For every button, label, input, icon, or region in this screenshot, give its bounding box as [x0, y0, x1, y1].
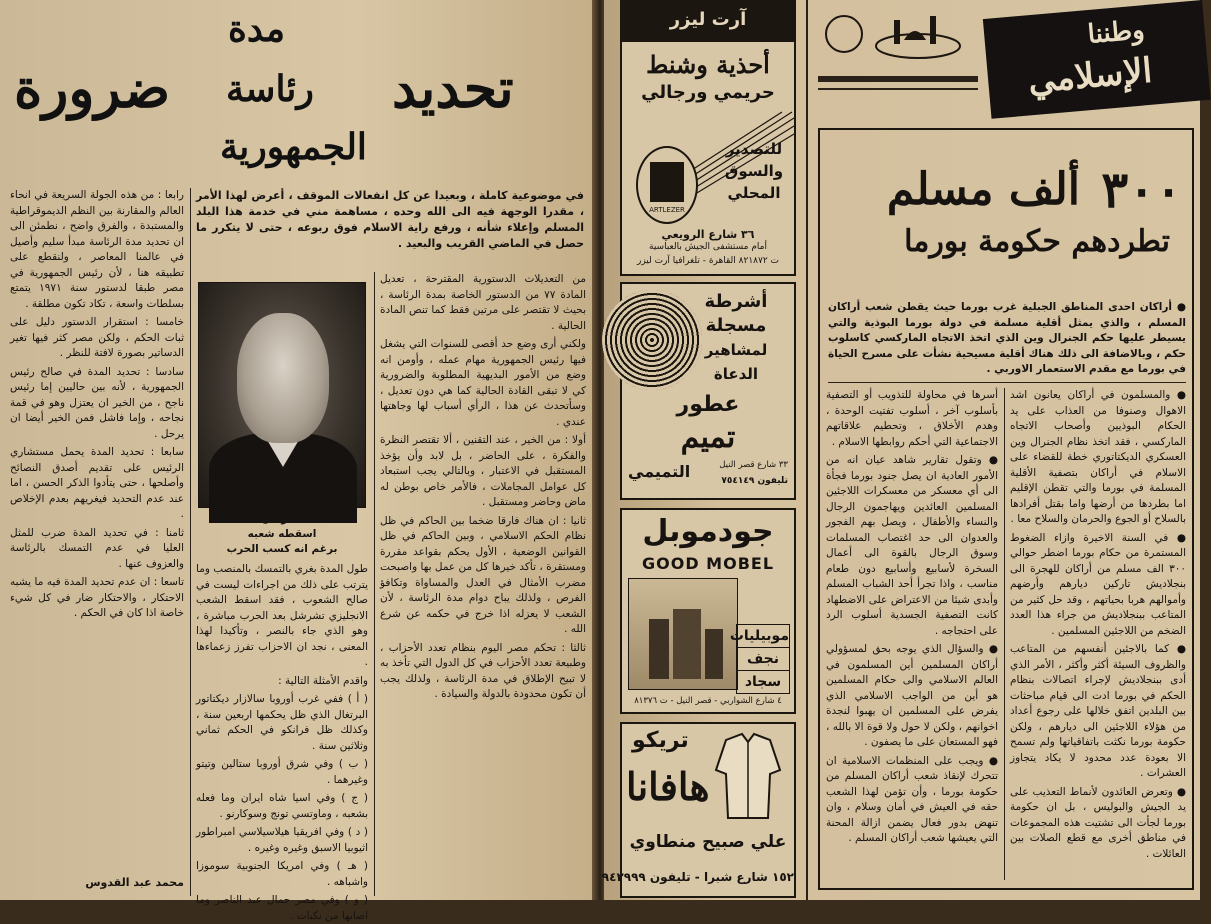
paragraph: طول المدة بغري بالتمسك بالمنصب وما يترتب على ذلك من اجراءات ليست في صالح الشعوب ، فقد اسقط الشعب الانجليزي تشرشل بعد الحرب مباشرة ، وهو الذي جاء بالنصر ، وتأكيدا لهذا المعنى ، نجد ان الاحزاب تفرز زعماءها . — [196, 563, 368, 668]
ad-shoes-address: ٣٦ شارع الرويعي — [661, 228, 755, 241]
ad-shoes-side-line: والسوق — [724, 162, 784, 180]
paragraph: سابعا : تحديد المدة يحمل مستشاري الرئيس على تقديم أصدق النصائح وأصلحها ، حتى يتأدوا الذكر الحسن ، اما عند عدم التحديد فيغريهم بعدم الإخلاص . — [10, 446, 184, 520]
paragraph: من التعديلات الدستورية المقترحة ، تعديل المادة ٧٧ من الدستور الخاصة بمدة الرئاسة ، بحيث لا تقتصر على مرتين فقط كما تنص المادة الحالية . — [380, 273, 586, 332]
ad-tapes-address: ٣٣ شارع قصر النيل — [719, 460, 788, 470]
column-left — [10, 188, 184, 872]
ad-tapes-line: الدعاة — [713, 365, 759, 383]
ad-tricot-owner: علي صبيح منطاوي — [629, 832, 787, 852]
headline-word-limit: تحديد — [392, 56, 514, 120]
paragraph: ● في السنة الاخيرة وازاء الضغوط المستمرة من حكام بورما اضطر حوالي ٣٠٠ الف مسلم من أراكان للهجرة الى بنجلاديش تاركين ديارهم وأرضهم وأموالهم هربا بحياتهم ، وقد حل كثير من المتاعب ببنجلاديش من جراء هذا العدد الضخم من اللاجئين المسلمين . — [1010, 531, 1186, 637]
ad-shoes-logo-badge — [636, 146, 698, 224]
paragraph: ● ويجب على المنظمات الاسلامية ان تتحرك لإنقاذ شعب أراكان المسلم من حكومة بورما ، وأن تؤمن لهذا الشعب حقه في العيش في أمان وسلام ، وان تنهض بدور فعال يضمن ازالة المحنة التي يعيشها شعب أراكان المسلم . — [826, 754, 998, 844]
headline-line2: تطردهم حكومة بورما — [904, 224, 1170, 259]
paragraph: ● والسؤال الذي يوجه بحق لمسؤولي أراكان المسلمين أين المسلمون في العالم الاسلامي والى حكام المسلمين هو أين من الواجب الاسلامي الذي يفرض على المسلمين ان يهبوا لنجدة اخوانهم ، ولكن لا حول ولا قوة الا بالله ، فهو المستعان على ما يصفون . — [826, 643, 998, 748]
ad-shoes-side-line: للتصدير — [725, 140, 783, 158]
paragraph: ( أ ) ففي غرب أوروبا سالازار ديكتاتور البرتغال الذي ظل يحكمها اربعين سنة ، وكذلك ظل فرانكو في الحكم ثماني وثلاثين سنة . — [196, 693, 368, 752]
paragraph: سادسا : تحديد المدة في صالح رئيس الجمهورية ، لأنه بين حاليين إما رئيس ناجح ، من الخير ان يعتزل وهو في قمة نجاحه ، وإما فاشل فمن الخير أيضا ان يرحل . — [10, 365, 184, 440]
ad-tapes-phone: تليفون ٧٥٤١٤٩ — [721, 476, 788, 486]
ad-shoes — [620, 40, 796, 276]
paragraph: ● وتقول تقارير شاهد عيان انه من الأمور العادية ان يصل جنود بورما فجأة الى أي معسكر من معسكرات اللاجئين المسلمين العائدين ويهاجمون الرجال والنساء والأطفال ، ويصل بهم الفجور والعدوان الى حد اغتصاب المسلمات وسوق الرجال بالقوة الى أعمال السخرة لأسابيع وأسابيع دون طعام مناسب ، واذا تجرأ أحد الشباب المسلم وأبدى شيئا من الاعتراض على الاضطهاد كانت التصفية الجسدية أسلوب الرد على احتجاجه . — [826, 454, 998, 637]
paragraph: ( ب ) وفي شرق أوروبا ستالين وتيتو وغيرهما . — [196, 758, 368, 786]
ad-tapes-text — [686, 290, 786, 386]
ad-furniture-item: سجاد — [736, 671, 790, 694]
ad-furniture-item: نجف — [736, 648, 790, 671]
globe-mosque-icon — [818, 2, 968, 64]
ad-tapes-line: أشرطة — [704, 291, 768, 312]
ad-furniture-picture — [628, 578, 738, 690]
author-signature: محمد عبد القدوس — [85, 876, 184, 889]
column-middle — [196, 562, 368, 922]
paragraph: ( هـ ) وفي امريكا الجنوبية سوموزا واشباهه . — [196, 860, 368, 888]
header-rule — [818, 88, 978, 90]
column-rule — [1004, 388, 1005, 880]
headline-word-term: مدة — [228, 8, 286, 50]
ad-shoes-headline: أحذية وشنط — [646, 50, 770, 79]
section-illustration — [818, 2, 968, 64]
ad-furniture — [620, 508, 796, 714]
article-column-b — [826, 388, 998, 886]
ad-tricot — [601, 722, 796, 898]
headline-word-presidency: رئاسة — [226, 68, 314, 110]
headline-word-necessity: ضرورة — [14, 56, 171, 120]
ad-shoes-logo-text: ARTLEZER — [649, 206, 685, 214]
paragraph: ● وتعرض العائدون لأنماط التعذيب على يد الجيش والبوليس ، بل ان حكومة بورما لجأت الى تشتيت هذه المجموعات في مناطق أخرى مع قطع الصلات بين العائلات . — [1010, 785, 1186, 860]
portrait-photo — [198, 282, 366, 508]
ad-tapes-brand: تميم — [680, 420, 736, 455]
header-rule — [818, 76, 978, 82]
photo-caption — [198, 512, 366, 557]
paragraph: ولكني أرى وضع حد أقصى للسنوات التي يشغل فيها رئيس الجمهورية مهام عمله ، وأومن انه وضع من الأمور البديهية المطلوبة والضرورية كي لا تبقى القادة الحالية كما هي دون تعديل ، وسأتحدث عن هذا ، الرأي أسباب لها وجاهتها عندي . — [380, 338, 586, 428]
photo-face — [237, 313, 329, 443]
ad-furniture-address: ٤ شارع الشواربي - قصر النيل - ت ٨١٣٧٦ — [634, 696, 782, 706]
article-lead: ● أراكان احدى المناطق الجبلية غرب بورما حيث يقطن شعب أراكان المسلم ، والذي يمثل أقلية مسلمة في دولة بورما البوذية والتي يسيطر عليها حكم الجنرال وين الذي اتخذ الاتجاه الماركسي كاسلوب حكم ، وبالاضافة الى ذلك هناك أقلية مسيحية نشأت على مسرح الحياة في بورما مع مقدم الاستعمار الاوربي . — [828, 301, 1186, 375]
headline-word-republic: الجمهورية — [220, 126, 367, 168]
section-banner — [983, 0, 1211, 119]
paragraph: تاسعا : ان عدم تحديد المدة فيه ما يشبه الاحتكار ، والاحتكار ضار في كل شيء خاصة اذا كان في الحكم . — [10, 576, 184, 619]
ad-tricot-brand: هافانا — [626, 764, 710, 809]
left-page — [0, 0, 596, 922]
paragraph: ( د ) وفي افريقيا هيلاسيلاسي امبراطور اثيوبيا الاسبق وغيره وغيره . — [196, 826, 368, 854]
sweater-icon — [712, 730, 784, 826]
paragraph: أولا : من الخير ، عند التقنين ، ألا تقتصر النظرة والفكرة ، على الحاضر ، بل لابد وأن يؤخذ المستقبل في الاعتبار ، وبالتالي يجب استبعاد كل عوامل المجاملات ، فالأمر خاص بوطن له ماض وحاضر ومستقبل . — [380, 434, 586, 508]
ad-furniture-brand-en: GOOD MOBEL — [641, 554, 775, 573]
section-title-line1: وطننا — [1086, 15, 1146, 51]
column-rule — [374, 272, 375, 896]
ad-shoes-sub: حريمي ورجالي — [641, 82, 775, 103]
ad-shoes-side — [718, 138, 790, 204]
section-title-line2: الإسلامي — [1026, 50, 1154, 102]
column-right — [380, 272, 586, 896]
ad-furniture-items — [729, 624, 790, 694]
ad-shoes-side-line: المحلي — [727, 184, 781, 202]
ad-tapes-line: مسجلة — [705, 315, 767, 336]
article-column-a — [1010, 388, 1186, 886]
paragraph: خامسا : استقرار الدستور دليل على ثبات الحكم ، ولكن مصر كثر فيها تغير الدساتير بصورة لافتة للنظر . — [10, 316, 184, 359]
ad-tapes-shop: التميمي — [628, 462, 691, 481]
paragraph: رابعا : من هذه الجولة السريعة في انحاء العالم والمقارنة بين النظم الديموقراطية والمستبدة ، والفرق واضح ، نطمئن الى ان تحديد مدة الرئاسة مبدأ سليم وأصيل في عالمنا المعاصر ، ولنقطع على تطبيقه هنا ، لأن رئيس الجمهورية في مصر طبقا لدستور سنة ١٩٧١ يتمتع بسلطات واسعة ، تكاد تكون مطلقة . — [10, 189, 184, 310]
ad-tapes-perfume: عطور — [676, 392, 740, 417]
ad-tricot-address: ١٥٢ شارع شبرا - تليفون ٩٤٢٩٩٩ — [601, 870, 794, 884]
caption-name: تشرشل — [261, 513, 303, 525]
paragraph: ● كما بالاجئين أنفسهم من المتاعب والظروف السيئة أكثر وأكثر ، الأمر الذي أدى ببنجلاديش لإجراء اتصالات بنظام الحكم في بورما ادت الى قيام مباحثات بين البلدين اتفق خلالها على رجوع أعداد من هؤلاء اللاجئين الى ديارهم ، ولكن حكومة بورما نكثت باتفاقياتها ولم تسمح الا بعودة عدد محدود لا يكاد يتجاوز العشرات . — [1010, 643, 1186, 779]
caption-line: برغم انه كسب الحرب — [226, 543, 338, 555]
building-icon — [629, 579, 737, 689]
ad-top-brand: آرت ليزر — [620, 0, 796, 40]
ad-furniture-brand-ar: جودموبل — [642, 514, 774, 549]
paragraph: ( ج ) وفي اسيا شاه ايران وما فعله بشعبه ، وماوتسي تونج وسوكارنو . — [196, 792, 368, 820]
headline-number: ٣٠٠ — [1101, 160, 1182, 219]
lead-rule — [828, 382, 1186, 383]
ad-tapes-line: لمشاهير — [704, 341, 768, 359]
ad-furniture-item: موبيليات — [736, 624, 790, 648]
paragraph: ثالثا : تحكم مصر اليوم بنظام تعدد الأحزاب ، وطبيعة تعدد الأحزاب في كل الدول التي تأخذ به لا تبيح الإطلاق في مدة الرئاسة ، ولذلك يجب أن تكون محدودة بالدولة والسيادة . — [380, 641, 586, 700]
paragraph: واقدم الأمثلة التالية : — [278, 674, 368, 687]
shoe-logo-icon — [638, 148, 696, 222]
ad-shoes-address2: أمام مستشفى الجيش بالعباسية — [649, 242, 767, 252]
headline-line1: ألف مسلم — [886, 164, 1080, 215]
ad-tapes — [620, 282, 796, 500]
ad-shoes-phone: ت ٨٢١٨٧٢ القاهرة - تلغرافيا آرت ليزر — [636, 256, 780, 266]
article-intro: في موضوعية كاملة ، وبعيدا عن كل انفعالات الموقف ، أعرض لهذا الأمر ، مقدرا الوجهة فيه الى الله وحده ، مساهمة مني في خدمة هذا البلد المسلم وإعلاء شأنه ، ورفع راية الاسلام فوق ربوعه ، حتى لا يتكرر ما حصل في الماضي القريب والبعيد . — [196, 189, 584, 250]
paragraph: ثامنا : في تحديد المدة ضرب للمثل العليا في عدم التمسك بالرئاسة والعزوف عنها . — [10, 526, 184, 570]
article-box — [818, 128, 1194, 890]
caption-line: اسقطه شعبه — [247, 528, 317, 540]
column-rule — [806, 0, 808, 900]
paragraph: أسرها في محاولة للتذويب أو التصفية بأسلوب آخر ، أسلوب تفتيت الوحدة ، وهدم الأخلاق ، وتحطيم علاقاتهم الاجتماعية التي أحكم روابطها الاسلام . — [826, 389, 998, 448]
ad-tricot-word: تريكو — [632, 728, 689, 753]
paragraph: ( و ) وفي مصر جمال عبد الناصر وما اصابها من نكبات . — [196, 894, 368, 922]
paragraph: ● والمسلمون في أراكان يعانون اشد الاهوال وصنوفا من العذاب على يد الحكام البوذيين وأصحاب الاتجاه الماركسي ، فقد اتخذ نظام الجنرال وين العسكري الديكتاتوري خطة للقضاء على الاسلام في أراكان بتصفية الأقلية المسلمة في بورما والتي تقطن الإقليم اما بطردها من أرضها واما بقتل أفرادها بالسلاح أو الجوع والحرمان والسلاح معا . — [1010, 389, 1186, 525]
column-rule — [190, 188, 191, 896]
paragraph: ثانيا : ان هناك فارقا ضخما بين الحاكم في ظل نظام الحكم الاسلامي ، وبين الحاكم في ظل القوانين الوضعية ، الأول يحكم بقواعد مقررة ومستقرة ، تأكد خيرها كل من عمل بها واصبحت مضرب الأمثال في العدل والمساواة وتكافؤ الفرص ، ولذلك يباح دوام مدة الرئاسة ، لأن الشعب لا يعزله اذا خرج في حكمه عن شرع الله . — [380, 514, 586, 635]
